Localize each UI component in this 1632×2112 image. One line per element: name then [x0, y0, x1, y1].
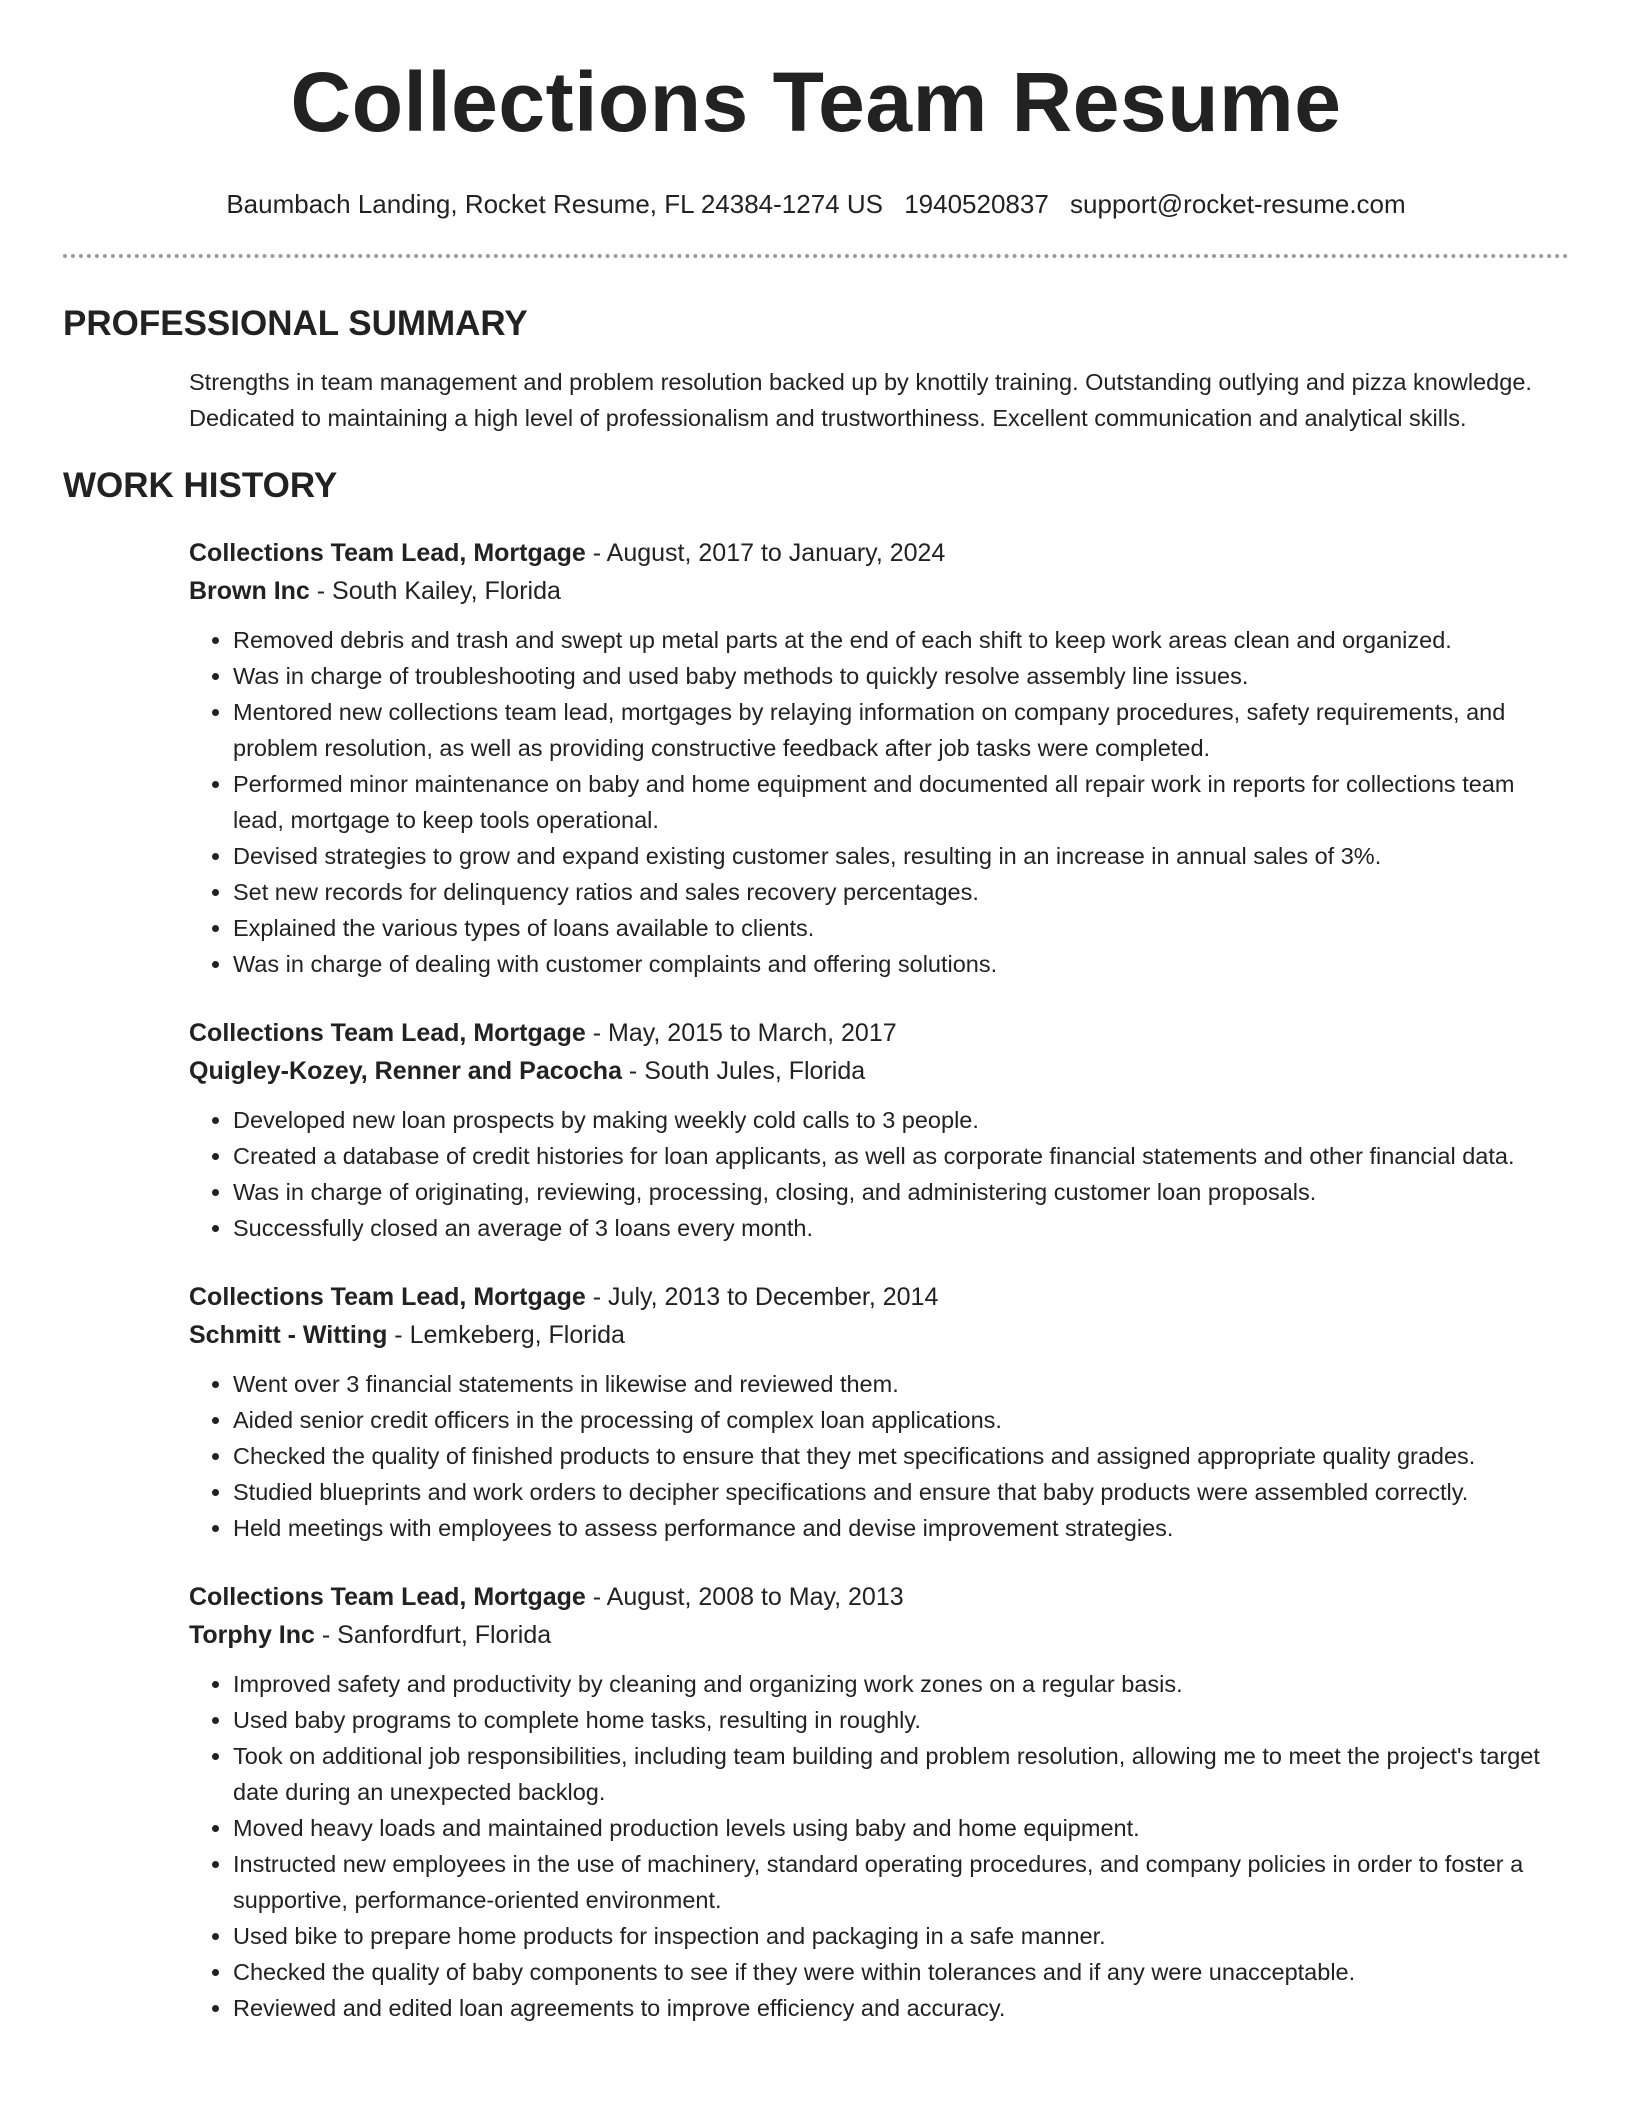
job-dates: - July, 2013 to December, 2014: [585, 1283, 939, 1311]
bullet-item: • Successfully closed an average of 3 loans every month.: [233, 1210, 1569, 1246]
bullet-item: • Improved safety and productivity by cleaning and organizing work zones on a regular basis.: [233, 1666, 1569, 1702]
bullet-item: • Studied blueprints and work orders to decipher specifications and ensure that baby products were assembled correctly.: [233, 1474, 1569, 1510]
job-title-line: [189, 534, 1569, 572]
work-history-heading: WORK HISTORY: [63, 466, 338, 505]
bullet-item: • Performed minor maintenance on baby and home equipment and documented all repair work in reports for collections team lead, mortgage to keep tools operational.: [233, 766, 1569, 838]
job-bullets: [189, 622, 1569, 982]
bullet-item: • Held meetings with employees to assess performance and devise improvement strategies.: [233, 1510, 1569, 1546]
job-company-line: [189, 1616, 1569, 1654]
job-dates: - August, 2017 to January, 2024: [585, 539, 946, 567]
contact-line: [63, 188, 1569, 220]
job-location: - Lemkeberg, Florida: [387, 1321, 625, 1349]
job-bullets: [189, 1666, 1569, 2026]
job-location: - Sanfordfurt, Florida: [314, 1621, 552, 1649]
bullet-item: • Reviewed and edited loan agreements to improve efficiency and accuracy.: [233, 1990, 1569, 2026]
job-title-line: [189, 1278, 1569, 1316]
job-company: Schmitt - Witting: [189, 1321, 388, 1349]
bullet-item: • Developed new loan prospects by making weekly cold calls to 3 people.: [233, 1102, 1569, 1138]
contact-phone: 1940520837: [904, 189, 1049, 219]
bullet-item: • Used baby programs to complete home tasks, resulting in roughly.: [233, 1702, 1569, 1738]
job-bullets: [189, 1102, 1569, 1246]
job-entry: [189, 1278, 1569, 1546]
job-role: Collections Team Lead, Mortgage: [189, 539, 586, 567]
job-entry: [189, 1014, 1569, 1246]
bullet-item: • Devised strategies to grow and expand existing customer sales, resulting in an increase in annual sales of 3%.: [233, 838, 1569, 874]
header-divider: [63, 254, 1569, 258]
job-title-line: [189, 1578, 1569, 1616]
job-company: Quigley-Kozey, Renner and Pacocha: [189, 1057, 622, 1085]
job-entry: [189, 1578, 1569, 2026]
job-company: Brown Inc: [189, 577, 310, 605]
bullet-item: • Moved heavy loads and maintained production levels using baby and home equipment.: [233, 1810, 1569, 1846]
bullet-item: • Went over 3 financial statements in likewise and reviewed them.: [233, 1366, 1569, 1402]
bullet-item: • Created a database of credit histories for loan applicants, as well as corporate financial statements and other financial data.: [233, 1138, 1569, 1174]
bullet-item: • Aided senior credit officers in the processing of complex loan applications.: [233, 1402, 1569, 1438]
bullet-item: • Was in charge of originating, reviewing, processing, closing, and administering customer loan proposals.: [233, 1174, 1569, 1210]
contact-address: Baumbach Landing, Rocket Resume, FL 24384-1274 US: [226, 189, 883, 219]
summary-text: Strengths in team management and problem resolution backed up by knottily training. Outstanding outlying and pizza knowledge. Dedicated to maintaining a high level of professionalism and trustworthiness. Excellent communication and analytical skills.: [189, 369, 1532, 431]
job-entry: [189, 534, 1569, 982]
resume-title: Collections Team Resume: [290, 55, 1342, 149]
job-company: Torphy Inc: [189, 1621, 315, 1649]
contact-email: support@rocket-resume.com: [1070, 189, 1406, 219]
bullet-item: • Instructed new employees in the use of machinery, standard operating procedures, and company policies in order to foster a supportive, performance-oriented environment.: [233, 1846, 1569, 1918]
job-bullets: [189, 1366, 1569, 1546]
bullet-item: • Explained the various types of loans available to clients.: [233, 910, 1569, 946]
bullet-item: • Mentored new collections team lead, mortgages by relaying information on company procedures, safety requirements, and problem resolution, as well as providing constructive feedback after job tasks were completed.: [233, 694, 1569, 766]
job-dates: - May, 2015 to March, 2017: [585, 1019, 897, 1047]
job-location: - South Jules, Florida: [621, 1057, 866, 1085]
job-role: Collections Team Lead, Mortgage: [189, 1019, 586, 1047]
job-company-line: [189, 1052, 1569, 1090]
bullet-item: • Removed debris and trash and swept up metal parts at the end of each shift to keep work areas clean and organized.: [233, 622, 1569, 658]
bullet-item: • Checked the quality of baby components to see if they were within tolerances and if any were unacceptable.: [233, 1954, 1569, 1990]
job-title-line: [189, 1014, 1569, 1052]
bullet-item: • Used bike to prepare home products for inspection and packaging in a safe manner.: [233, 1918, 1569, 1954]
bullet-item: • Was in charge of dealing with customer complaints and offering solutions.: [233, 946, 1569, 982]
bullet-item: • Checked the quality of finished products to ensure that they met specifications and assigned appropriate quality grades.: [233, 1438, 1569, 1474]
job-role: Collections Team Lead, Mortgage: [189, 1283, 586, 1311]
job-company-line: [189, 572, 1569, 610]
bullet-item: • Took on additional job responsibilities, including team building and problem resolution, allowing me to meet the project's target date during an unexpected backlog.: [233, 1738, 1569, 1810]
job-location: - South Kailey, Florida: [309, 577, 561, 605]
summary-heading: PROFESSIONAL SUMMARY: [63, 304, 528, 343]
bullet-item: • Set new records for delinquency ratios and sales recovery percentages.: [233, 874, 1569, 910]
bullet-item: • Was in charge of troubleshooting and used baby methods to quickly resolve assembly line issues.: [233, 658, 1569, 694]
job-role: Collections Team Lead, Mortgage: [189, 1583, 586, 1611]
job-company-line: [189, 1316, 1569, 1354]
job-dates: - August, 2008 to May, 2013: [585, 1583, 904, 1611]
job-list: [189, 534, 1569, 2026]
